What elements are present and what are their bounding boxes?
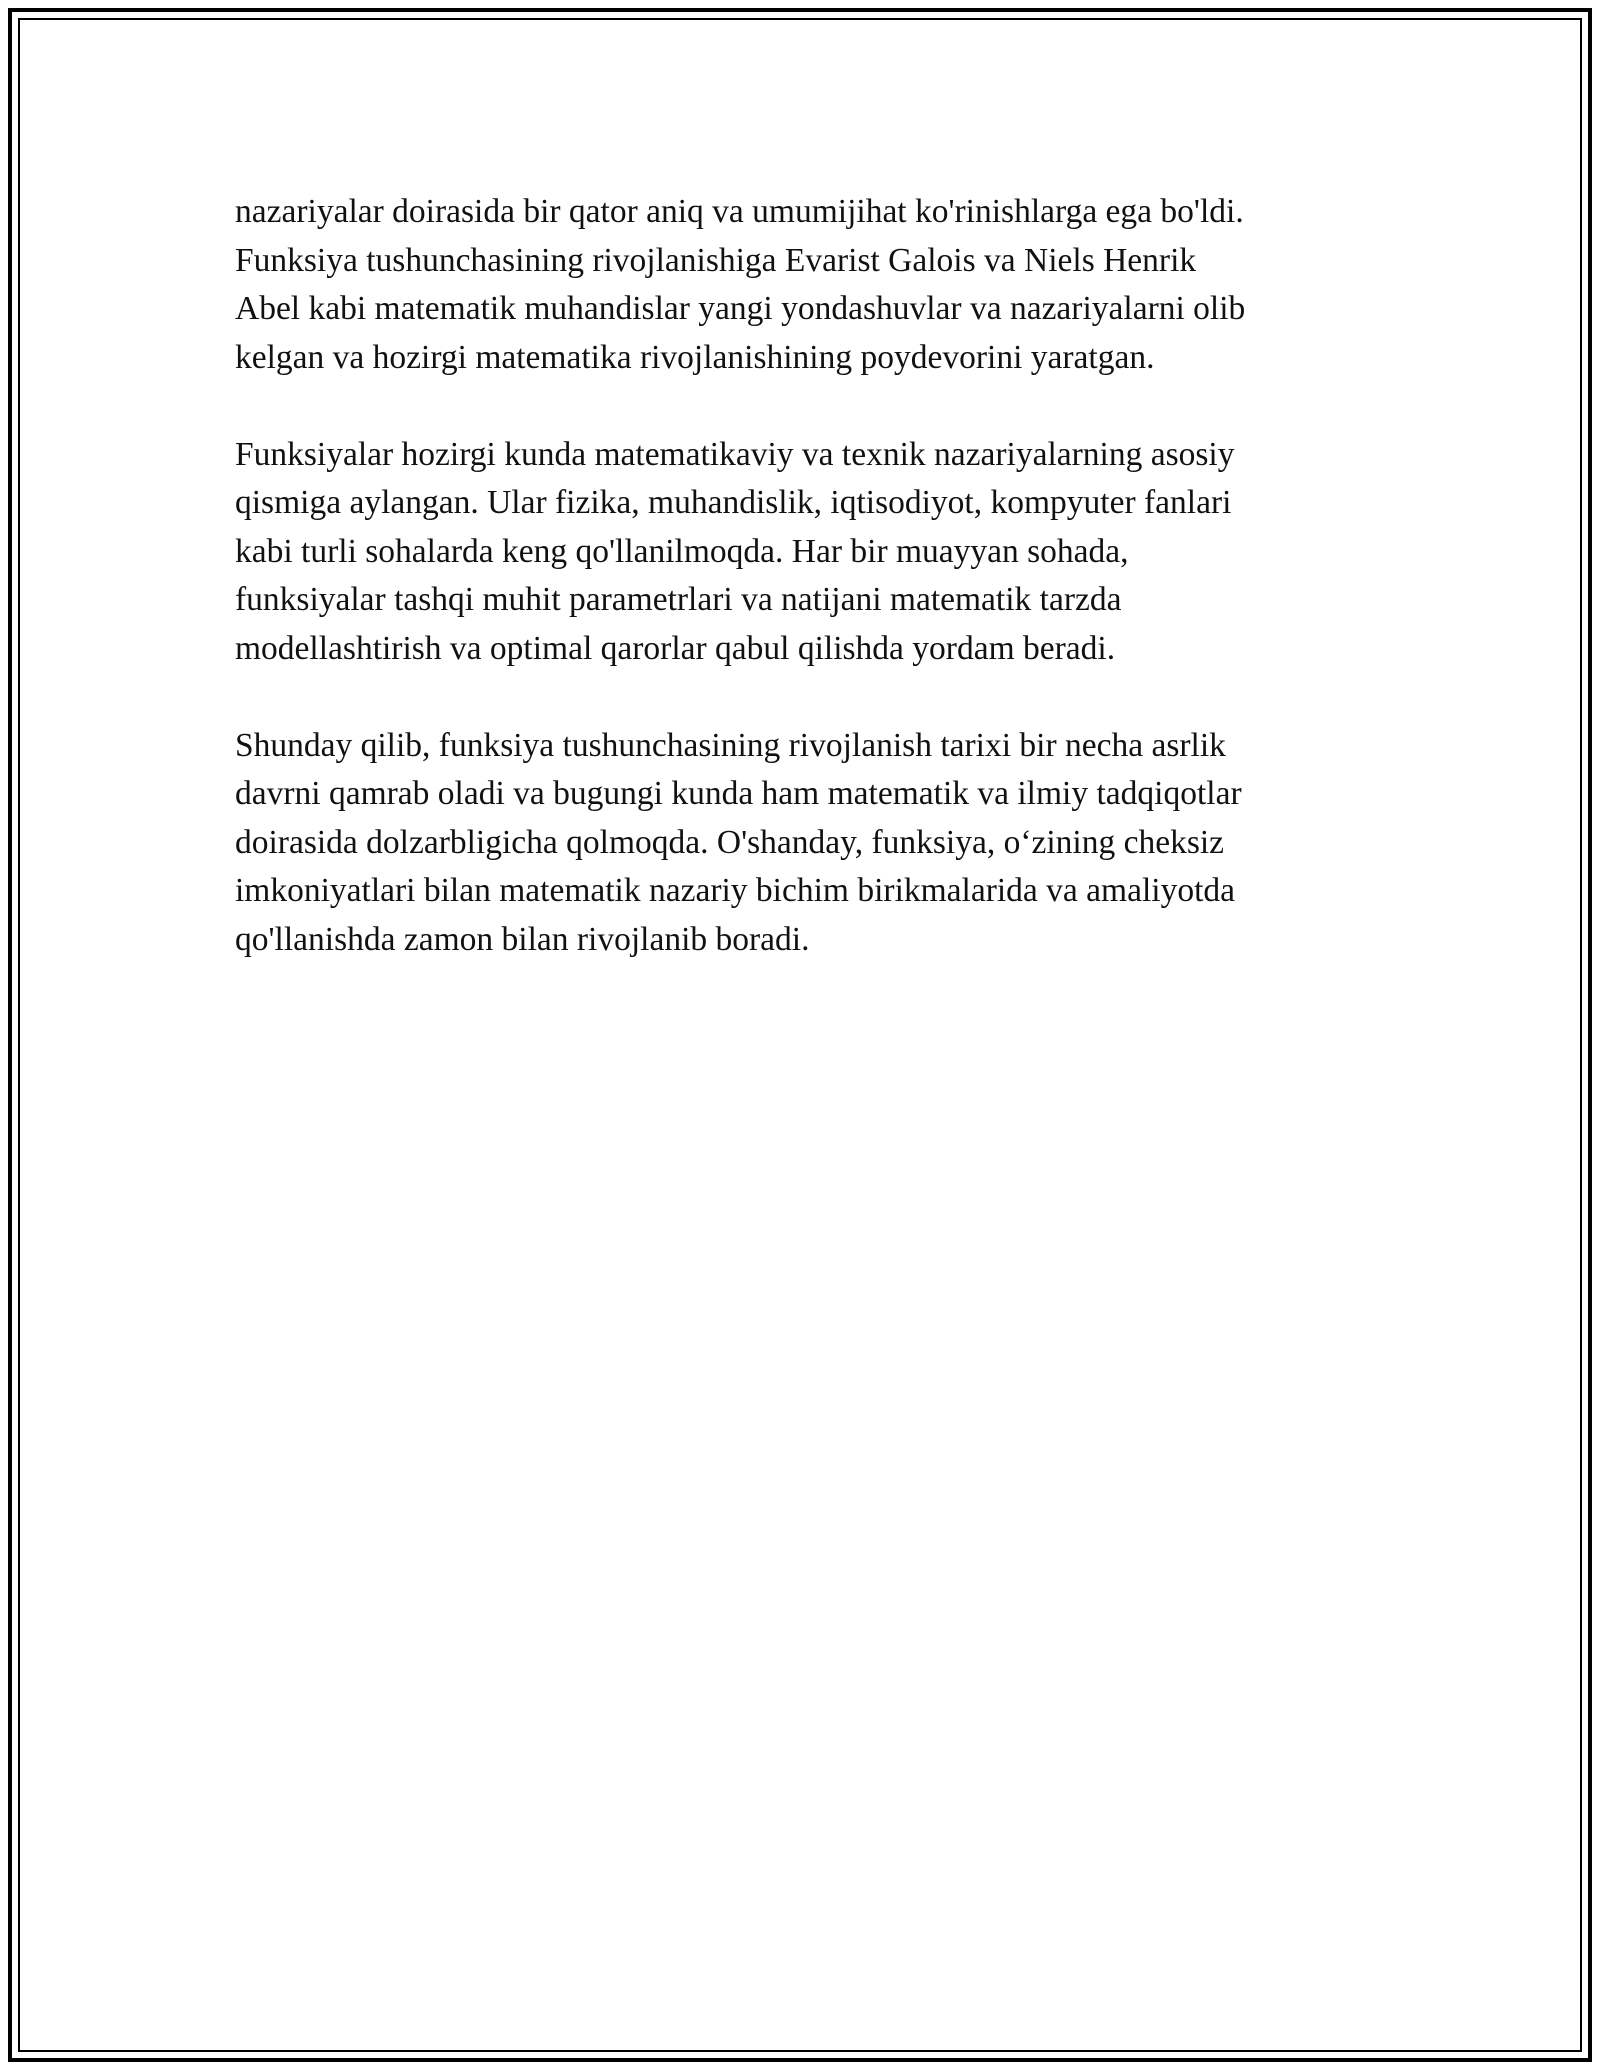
paragraph-1	[235, 188, 1375, 382]
text-line: Funksiyalar hozirgi kunda matematikaviy va texnik nazariyalarning asosiy	[235, 435, 1235, 473]
text-line: doirasida dolzarbligicha qolmoqda. O'shanday, funksiya, o‘zining cheksiz	[235, 823, 1225, 861]
text-line: Abel kabi matematik muhandislar yangi yondashuvlar va nazariyalarni olib	[235, 290, 1246, 327]
text-line: qo'llanishda zamon bilan rivojlanib boradi.	[235, 920, 810, 958]
text-line: kelgan va hozirgi matematika rivojlanishining poydevorini yaratgan.	[235, 338, 1155, 376]
text-line: funksiyalar tashqi muhit parametrlari va natijani matematik tarzda	[235, 581, 1122, 618]
text-line: nazariyalar doirasida bir qator aniq va umumijihat ko'rinishlarga ega bo'ldi.	[235, 193, 1244, 230]
paragraph-3	[235, 722, 1375, 965]
text-line: qismiga aylangan. Ular fizika, muhandislik, iqtisodiyot, kompyuter fanlari	[235, 484, 1232, 521]
text-line: imkoniyatlari bilan matematik nazariy bichim birikmalarida va amaliyotda	[235, 872, 1236, 909]
text-line: Funksiya tushunchasining rivojlanishiga Evarist Galois va Niels Henrik	[235, 241, 1197, 279]
text-line: davrni qamrab oladi va bugungi kunda ham matematik va ilmiy tadqiqotlar	[235, 775, 1242, 812]
text-line: kabi turli sohalarda keng qo'llanilmoqda. Har bir muayyan sohada,	[235, 532, 1129, 570]
text-line: Shunday qilib, funksiya tushunchasining rivojlanish tarixi bir necha asrlik	[235, 726, 1226, 764]
paragraph-2	[235, 431, 1375, 674]
text-line: modellashtirish va optimal qarorlar qabul qilishda yordam beradi.	[235, 629, 1116, 667]
document-body	[235, 188, 1375, 1013]
